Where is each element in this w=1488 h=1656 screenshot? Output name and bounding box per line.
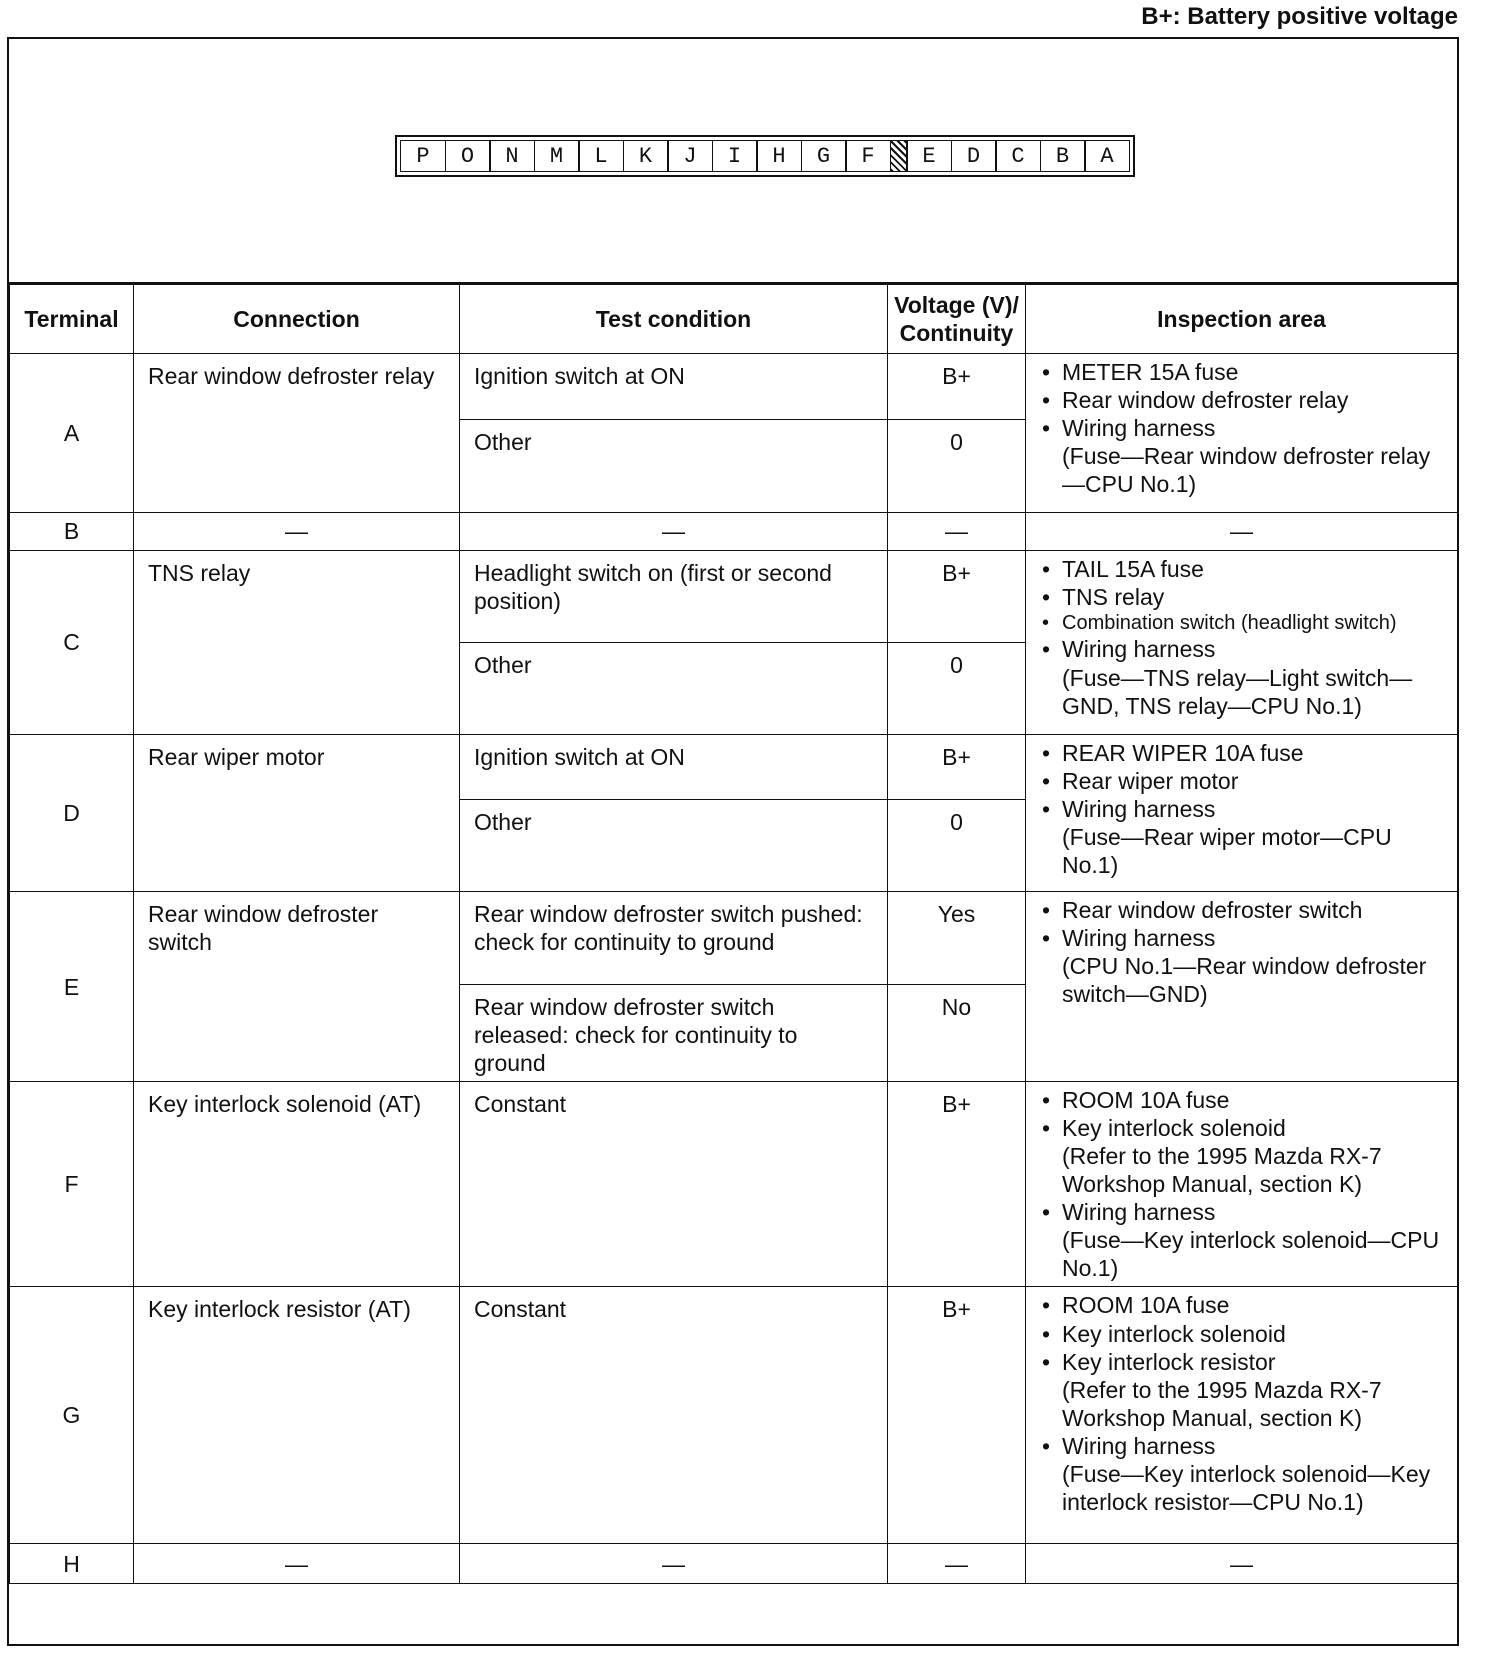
- test-condition-cell: Constant: [460, 1287, 888, 1544]
- inspection-item: • ROOM 10A fuse: [1038, 1086, 1451, 1114]
- inspection-note: (Fuse—Rear window defroster relay—CPU No.1): [1062, 443, 1431, 498]
- inspection-item-label: Wiring harness: [1062, 415, 1216, 442]
- connector-pin: O: [445, 140, 491, 172]
- empty-dash-cell: —: [888, 1544, 1026, 1584]
- test-condition-cell: Other: [460, 643, 888, 735]
- connector-pin: P: [400, 140, 446, 172]
- terminal-cell: F: [10, 1082, 134, 1287]
- connector-diagram-area: [9, 39, 1457, 284]
- inspection-note: (CPU No.1—Rear window defroster switch—GND): [1062, 953, 1427, 1008]
- connector-pin: F: [845, 140, 891, 172]
- inspection-item: • TNS relay: [1038, 583, 1451, 611]
- terminal-voltage-table: [9, 284, 1458, 1584]
- terminal-cell: A: [10, 354, 134, 513]
- table-row: [10, 513, 1458, 551]
- inspection-note: (Refer to the 1995 Mazda RX-7 Workshop Manual, section K): [1062, 1376, 1382, 1431]
- voltage-cell: B+: [888, 1287, 1026, 1544]
- inspection-note: (Fuse—TNS relay—Light switch—GND, TNS relay—CPU No.1): [1062, 664, 1413, 719]
- header-voltage-line2: Continuity: [899, 320, 1014, 346]
- inspection-cell: [1026, 1287, 1458, 1544]
- table-row: [10, 551, 1458, 643]
- connector-pin: L: [578, 140, 624, 172]
- empty-dash-cell: —: [134, 513, 460, 551]
- connector-pin: K: [623, 140, 669, 172]
- table-row: [10, 1287, 1458, 1544]
- header-voltage: [888, 285, 1026, 354]
- connector-pin: J: [667, 140, 713, 172]
- connection-cell: Rear window defroster relay: [134, 354, 460, 513]
- connector-pin: A: [1084, 140, 1130, 172]
- connection-cell: Key interlock solenoid (AT): [134, 1082, 460, 1287]
- terminal-cell: H: [10, 1544, 134, 1584]
- inspection-item-label: Key interlock solenoid: [1062, 1115, 1286, 1142]
- inspection-item: • Key interlock solenoid: [1038, 1320, 1451, 1348]
- test-condition-cell: Other: [460, 420, 888, 513]
- table-row: [10, 1544, 1458, 1584]
- inspection-note: (Refer to the 1995 Mazda RX-7 Workshop Manual, section K): [1062, 1143, 1382, 1198]
- inspection-item: • ROOM 10A fuse: [1038, 1291, 1451, 1319]
- connector-diagram: [395, 135, 1135, 177]
- test-condition-cell: Rear window defroster switch pushed: check for continuity to ground: [460, 892, 888, 985]
- voltage-cell: B+: [888, 354, 1026, 420]
- test-condition-cell: Constant: [460, 1082, 888, 1287]
- inspection-note: (Fuse—Key interlock solenoid—Key interlock resistor—CPU No.1): [1062, 1460, 1431, 1515]
- test-condition-cell: Ignition switch at ON: [460, 735, 888, 800]
- header-test-condition: Test condition: [460, 285, 888, 354]
- connector-pin: C: [995, 140, 1041, 172]
- terminal-cell: E: [10, 892, 134, 1082]
- inspection-item: • Rear window defroster switch: [1038, 896, 1451, 924]
- empty-dash-cell: —: [460, 1544, 888, 1584]
- terminal-cell: C: [10, 551, 134, 735]
- voltage-cell: B+: [888, 551, 1026, 643]
- inspection-item: [1038, 414, 1451, 498]
- inspection-item: [1038, 795, 1451, 879]
- connection-cell: TNS relay: [134, 551, 460, 735]
- connector-pin: G: [801, 140, 847, 172]
- voltage-cell: B+: [888, 735, 1026, 800]
- inspection-note: (Fuse—Rear wiper motor—CPU No.1): [1062, 824, 1392, 879]
- connector-pin: B: [1040, 140, 1086, 172]
- inspection-item: • Rear window defroster relay: [1038, 386, 1451, 414]
- voltage-cell: No: [888, 985, 1026, 1082]
- connector-pin: I: [712, 140, 758, 172]
- inspection-cell: [1026, 354, 1458, 513]
- connector-key-hatch: [890, 140, 908, 172]
- inspection-item: [1038, 1114, 1451, 1198]
- voltage-cell: B+: [888, 1082, 1026, 1287]
- terminal-cell: D: [10, 735, 134, 892]
- connector-pin: E: [906, 140, 952, 172]
- empty-dash-cell: —: [134, 1544, 460, 1584]
- table-row: [10, 1082, 1458, 1287]
- connector-pin: N: [489, 140, 535, 172]
- inspection-item: • REAR WIPER 10A fuse: [1038, 739, 1451, 767]
- inspection-item-label: Wiring harness: [1062, 1199, 1216, 1226]
- table-row: [10, 354, 1458, 420]
- inspection-cell: [1026, 1082, 1458, 1287]
- inspection-item: [1038, 635, 1451, 719]
- table-row: [10, 735, 1458, 800]
- test-condition-cell: Ignition switch at ON: [460, 354, 888, 420]
- inspection-note: (Fuse—Key interlock solenoid—CPU No.1): [1062, 1227, 1440, 1282]
- inspection-item-label: Wiring harness: [1062, 636, 1216, 663]
- terminal-cell: B: [10, 513, 134, 551]
- connector-pin: H: [756, 140, 802, 172]
- inspection-item: [1038, 1198, 1451, 1282]
- inspection-item-label: Wiring harness: [1062, 925, 1216, 952]
- inspection-item: • Rear wiper motor: [1038, 767, 1451, 795]
- empty-dash-cell: —: [460, 513, 888, 551]
- inspection-item: [1038, 1432, 1451, 1516]
- test-condition-cell: Headlight switch on (first or second position): [460, 551, 888, 643]
- inspection-cell: [1026, 735, 1458, 892]
- connector-pin: M: [534, 140, 580, 172]
- header-terminal: Terminal: [10, 285, 134, 354]
- legend-battery-voltage: B+: Battery positive voltage: [1141, 3, 1458, 30]
- empty-dash-cell: —: [888, 513, 1026, 551]
- header-voltage-line1: Voltage (V)/: [894, 291, 1019, 318]
- empty-dash-cell: —: [1026, 513, 1458, 551]
- inspection-item: [1038, 1348, 1451, 1432]
- connector-pin: D: [951, 140, 997, 172]
- test-condition-cell: Other: [460, 800, 888, 892]
- voltage-cell: 0: [888, 643, 1026, 735]
- inspection-item-label: Key interlock resistor: [1062, 1348, 1276, 1375]
- header-inspection-area: Inspection area: [1026, 285, 1458, 354]
- inspection-cell: [1026, 892, 1458, 1082]
- inspection-item-label: Wiring harness: [1062, 1432, 1216, 1459]
- voltage-cell: 0: [888, 420, 1026, 513]
- table-row: [10, 892, 1458, 985]
- inspection-item: • METER 15A fuse: [1038, 358, 1451, 386]
- voltage-cell: Yes: [888, 892, 1026, 985]
- inspection-cell: [1026, 551, 1458, 735]
- connection-cell: Rear wiper motor: [134, 735, 460, 892]
- inspection-item: • Combination switch (headlight switch): [1038, 611, 1451, 635]
- empty-dash-cell: —: [1026, 1544, 1458, 1584]
- connection-cell: Key interlock resistor (AT): [134, 1287, 460, 1544]
- test-condition-cell: Rear window defroster switch released: check for continuity to ground: [460, 985, 888, 1082]
- connection-cell: Rear window defroster switch: [134, 892, 460, 1082]
- header-connection: Connection: [134, 285, 460, 354]
- voltage-cell: 0: [888, 800, 1026, 892]
- table-header-row: [10, 285, 1458, 354]
- inspection-item: • TAIL 15A fuse: [1038, 555, 1451, 583]
- terminal-table-frame: [7, 37, 1459, 1646]
- inspection-item: [1038, 924, 1451, 1008]
- terminal-cell: G: [10, 1287, 134, 1544]
- inspection-item-label: Wiring harness: [1062, 796, 1216, 823]
